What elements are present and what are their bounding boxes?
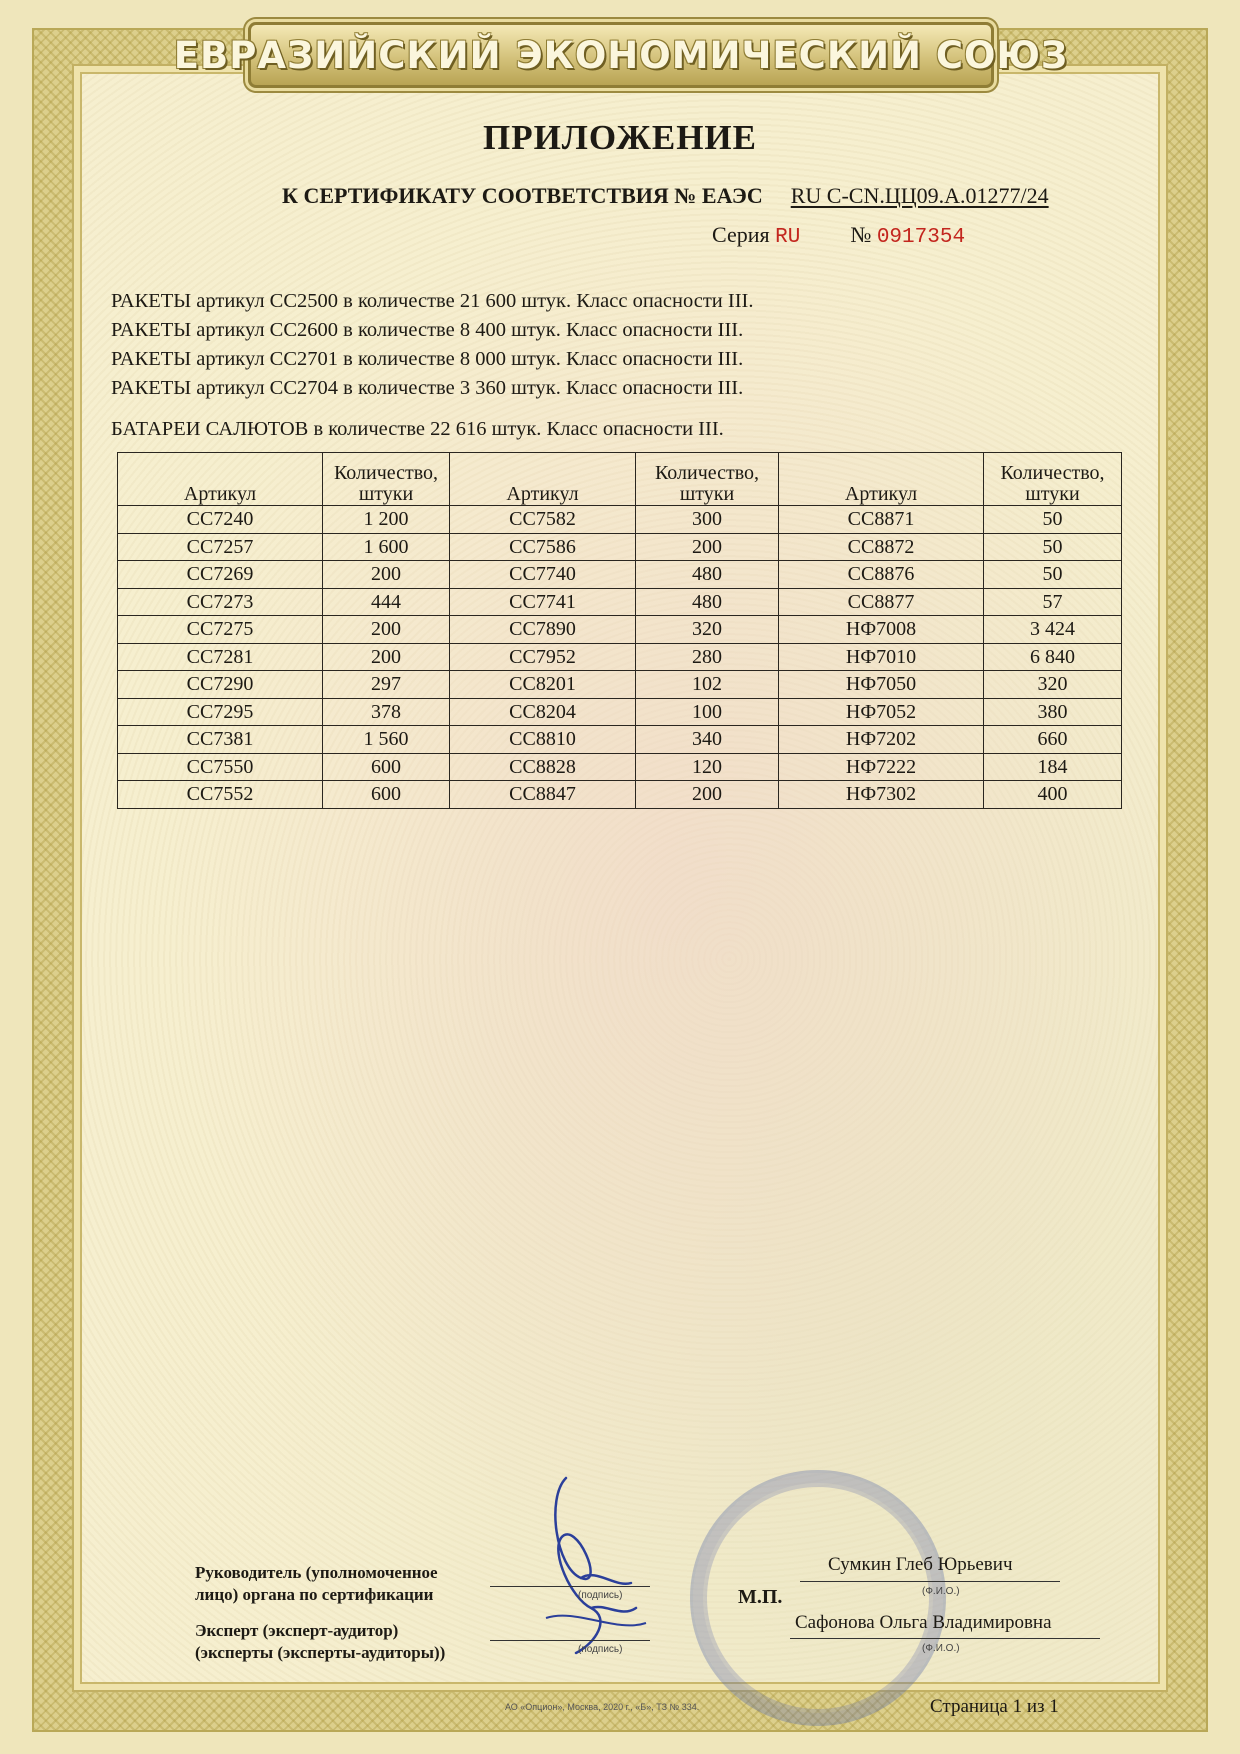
printer-info: АО «Опцион», Москва, 2020 г., «Б», ТЗ № 334. [505, 1702, 700, 1712]
article-cell: НФ7050 [779, 671, 984, 699]
article-cell: СС7290 [118, 671, 323, 699]
quantity-cell: 50 [984, 561, 1122, 589]
article-cell: СС7275 [118, 616, 323, 644]
series-number-label: № [850, 222, 872, 247]
series-value: RU [775, 226, 801, 249]
expert-name-line [790, 1638, 1100, 1639]
article-cell: СС7257 [118, 533, 323, 561]
quantity-cell: 480 [636, 588, 779, 616]
quantity-cell: 102 [636, 671, 779, 699]
rocket-line: РАКЕТЫ артикул СС2701 в количестве 8 000 штук. Класс опасности III. [111, 348, 744, 370]
expert-name-caption: (Ф.И.О.) [922, 1643, 960, 1654]
expert-sign-caption: (подпись) [578, 1644, 623, 1655]
quantity-cell: 57 [984, 588, 1122, 616]
head-name-line [800, 1581, 1060, 1582]
quantity-cell: 200 [636, 781, 779, 809]
quantity-cell: 120 [636, 753, 779, 781]
quantity-cell: 1 560 [323, 726, 450, 754]
table-row [118, 726, 1122, 754]
quantity-cell: 320 [636, 616, 779, 644]
quantity-cell: 378 [323, 698, 450, 726]
article-cell: СС8877 [779, 588, 984, 616]
article-cell: СС7295 [118, 698, 323, 726]
head-signature-line [490, 1586, 650, 1587]
article-cell: СС7952 [450, 643, 636, 671]
quantity-cell: 300 [636, 506, 779, 534]
page-title: ПРИЛОЖЕНИЕ [482, 118, 757, 157]
article-cell: НФ7222 [779, 753, 984, 781]
head-label: Руководитель (уполномоченное лицо) органа по сертификации [195, 1563, 438, 1604]
table-row [118, 616, 1122, 644]
header-quantity: Количество, штуки [323, 453, 450, 506]
article-cell: СС7269 [118, 561, 323, 589]
quantity-cell: 340 [636, 726, 779, 754]
rockets-list [111, 290, 754, 406]
article-cell: СС7890 [450, 616, 636, 644]
quantity-cell: 400 [984, 781, 1122, 809]
page-number: Страница 1 из 1 [930, 1696, 1059, 1717]
table-row [118, 561, 1122, 589]
head-name-caption: (Ф.И.О.) [922, 1586, 960, 1597]
table-header-row [118, 453, 1122, 506]
quantity-cell: 100 [636, 698, 779, 726]
article-cell: СС8876 [779, 561, 984, 589]
head-name: Сумкин Глеб Юрьевич [828, 1554, 1013, 1575]
expert-signature-line [490, 1640, 650, 1641]
quantity-cell: 184 [984, 753, 1122, 781]
article-cell: СС8828 [450, 753, 636, 781]
quantity-cell: 3 424 [984, 616, 1122, 644]
quantity-cell: 1 200 [323, 506, 450, 534]
header-quantity: Количество, штуки [984, 453, 1122, 506]
quantity-cell: 200 [323, 643, 450, 671]
article-cell: СС7740 [450, 561, 636, 589]
quantity-cell: 280 [636, 643, 779, 671]
table-row [118, 506, 1122, 534]
head-sign-caption: (подпись) [578, 1590, 623, 1601]
rocket-line: РАКЕТЫ артикул СС2600 в количестве 8 400 штук. Класс опасности III. [111, 319, 744, 341]
quantity-cell: 600 [323, 781, 450, 809]
article-cell: СС7240 [118, 506, 323, 534]
header-article: Артикул [118, 453, 323, 506]
table-row [118, 781, 1122, 809]
quantity-cell: 444 [323, 588, 450, 616]
article-cell: СС7586 [450, 533, 636, 561]
signature [536, 1458, 656, 1668]
quantity-cell: 660 [984, 726, 1122, 754]
article-cell: НФ7010 [779, 643, 984, 671]
quantity-cell: 200 [323, 616, 450, 644]
article-cell: СС7582 [450, 506, 636, 534]
article-cell: НФ7052 [779, 698, 984, 726]
quantity-cell: 50 [984, 533, 1122, 561]
items-table [117, 452, 1122, 809]
article-cell: СС8847 [450, 781, 636, 809]
batteries-line: БАТАРЕИ САЛЮТОВ в количестве 22 616 штук. Класс опасности III. [111, 418, 724, 440]
table-row [118, 753, 1122, 781]
article-cell: НФ7302 [779, 781, 984, 809]
table-row [118, 533, 1122, 561]
header-quantity: Количество, штуки [636, 453, 779, 506]
article-cell: СС7381 [118, 726, 323, 754]
table-row [118, 698, 1122, 726]
expert-name: Сафонова Ольга Владимировна [795, 1612, 1052, 1633]
series-label: Серия [712, 222, 770, 247]
certificate-number: RU С-CN.ЦЦ09.А.01277/24 [790, 183, 1049, 208]
quantity-cell: 200 [323, 561, 450, 589]
table-row [118, 671, 1122, 699]
quantity-cell: 380 [984, 698, 1122, 726]
quantity-cell: 297 [323, 671, 450, 699]
table-row [118, 588, 1122, 616]
header-article: Артикул [450, 453, 636, 506]
article-cell: СС8810 [450, 726, 636, 754]
article-cell: СС7273 [118, 588, 323, 616]
series-line [712, 222, 965, 249]
rocket-line: РАКЕТЫ артикул СС2500 в количестве 21 600 штук. Класс опасности III. [111, 290, 754, 312]
union-banner [173, 22, 1069, 88]
article-cell: СС8871 [779, 506, 984, 534]
article-cell: СС7741 [450, 588, 636, 616]
certificate-label: К СЕРТИФИКАТУ СООТВЕТСТВИЯ № ЕАЭС [282, 183, 763, 208]
union-banner-text: ЕВРАЗИЙСКИЙ ЭКОНОМИЧЕСКИЙ СОЮЗ [173, 33, 1069, 77]
article-cell: НФ7008 [779, 616, 984, 644]
article-cell: СС8872 [779, 533, 984, 561]
quantity-cell: 1 600 [323, 533, 450, 561]
quantity-cell: 50 [984, 506, 1122, 534]
rocket-line: РАКЕТЫ артикул СС2704 в количестве 3 360 штук. Класс опасности III. [111, 377, 744, 399]
certificate-line [282, 183, 1049, 209]
quantity-cell: 600 [323, 753, 450, 781]
article-cell: СС8201 [450, 671, 636, 699]
quantity-cell: 320 [984, 671, 1122, 699]
quantity-cell: 200 [636, 533, 779, 561]
article-cell: СС8204 [450, 698, 636, 726]
seal-stamp [690, 1470, 946, 1726]
article-cell: СС7550 [118, 753, 323, 781]
series-number: 0917354 [876, 226, 966, 249]
table-row [118, 643, 1122, 671]
article-cell: СС7552 [118, 781, 323, 809]
quantity-cell: 480 [636, 561, 779, 589]
quantity-cell: 6 840 [984, 643, 1122, 671]
mp-label: М.П. [738, 1586, 783, 1608]
header-article: Артикул [779, 453, 984, 506]
article-cell: СС7281 [118, 643, 323, 671]
expert-label: Эксперт (эксперт-аудитор) (эксперты (эксперты-аудиторы)) [195, 1621, 446, 1662]
article-cell: НФ7202 [779, 726, 984, 754]
